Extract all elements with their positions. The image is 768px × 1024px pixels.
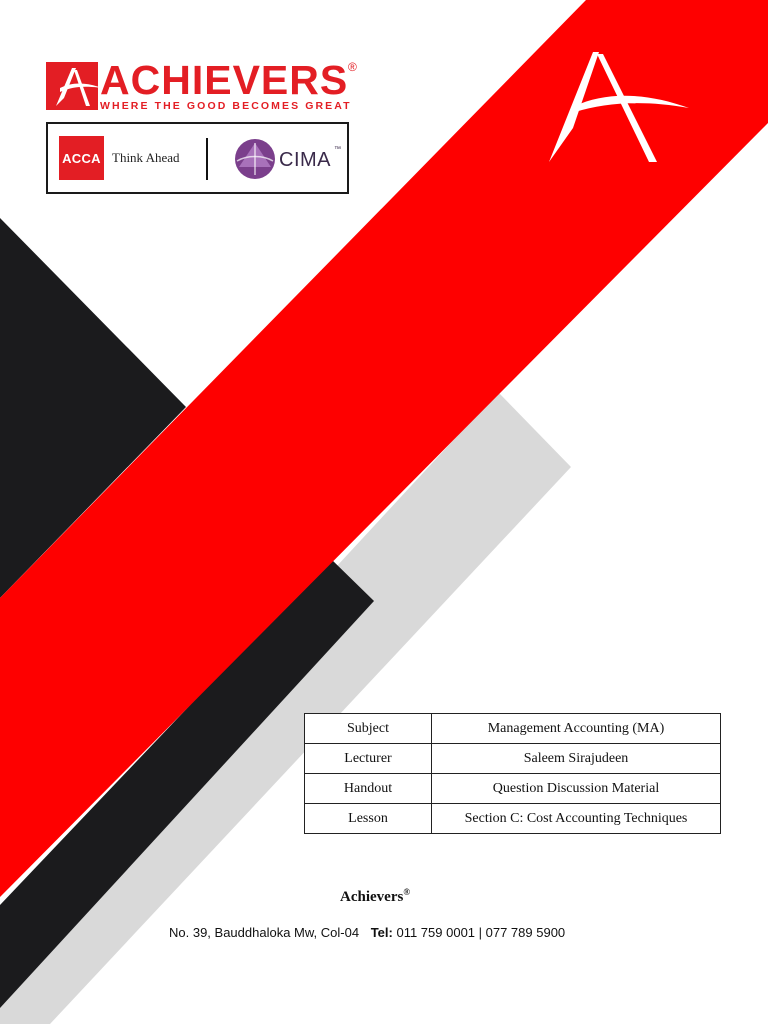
footer-org-name [340,887,410,906]
footer-tel-label: Tel: [370,925,393,940]
row-value: Management Accounting (MA) [432,714,721,744]
footer-phones: 011 759 0001 | 077 789 5900 [396,925,566,940]
row-label: Subject [305,714,432,744]
partner-divider [206,138,208,180]
footer-org-mark: ® [403,887,411,897]
brand-registered-mark: ® [348,60,357,74]
achievers-logo [46,57,366,114]
row-value: Saleem Sirajudeen [432,744,721,774]
row-label: Lesson [305,804,432,834]
table-row [305,774,721,804]
achievers-logo-icon [46,62,98,110]
row-value: Question Discussion Material [432,774,721,804]
row-label: Handout [305,774,432,804]
footer-address: No. 39, Bauddhaloka Mw, Col-04 [169,925,360,940]
partner-logos [46,122,349,194]
row-label: Lecturer [305,744,432,774]
cima-sphere-icon [233,137,277,181]
footer-contact [169,925,565,940]
acca-tagline: Think Ahead [112,150,180,165]
table-row [305,744,721,774]
brand-name: ACHIEVERS [100,57,349,103]
table-row [305,804,721,834]
achievers-a-mark-icon [545,48,691,168]
brand-tagline: WHERE THE GOOD BECOMES GREAT [100,100,352,112]
table-row [305,714,721,744]
acca-badge: ACCA [59,136,104,180]
footer-org-label: Achievers [340,889,404,905]
cima-trademark: ™ [334,146,341,153]
cima-name: CIMA [279,149,331,171]
row-value: Section C: Cost Accounting Techniques [432,804,721,834]
handout-info-table [304,713,721,834]
